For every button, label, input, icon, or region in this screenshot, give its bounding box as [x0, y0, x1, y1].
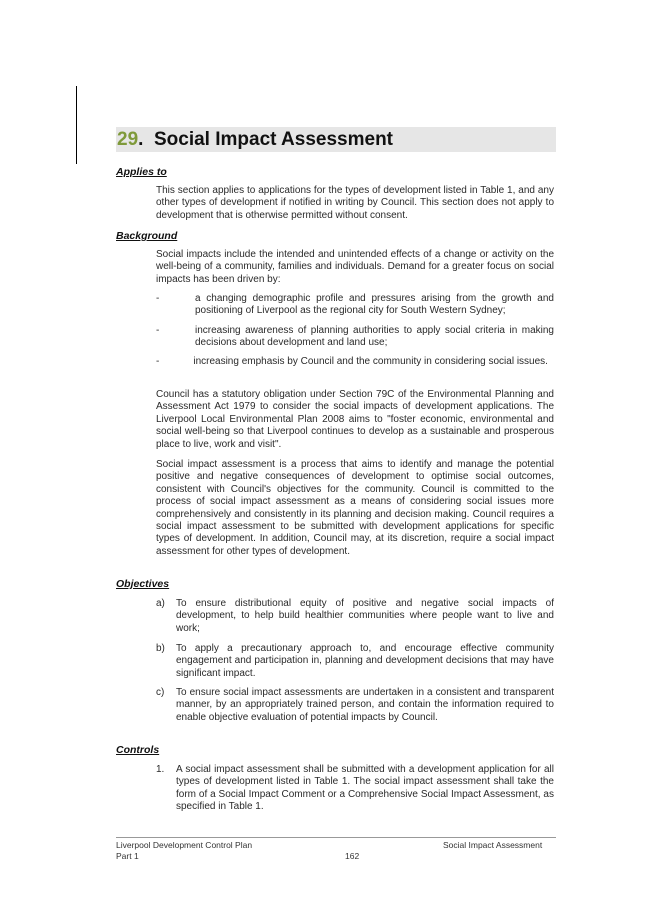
footer-section-name: Social Impact Assessment: [443, 840, 543, 850]
section-number: 29: [117, 129, 139, 150]
footer-part: Part 1: [116, 851, 139, 861]
controls-heading: Controls: [116, 744, 160, 756]
change-bar: [76, 86, 77, 164]
bullet-text-1: a changing demographic profile and pressures arising from the growth and positioning of Liverpool as the regional city for South Western Sydney;: [195, 293, 554, 317]
background-para-3: Social impact assessment is a process that aims to identify and manage the potential positive and negative consequences of development to optimise social outcomes, consistent with Council's objectives for the community. Council is committed to the process of social impact assessment as a means of considering social issues more comprehensively and consistently in its planning and decision making. Council requires a social impact assessment to be submitted with development applications for specific types of development. In addition, Council may, at its discretion, require a social impact assessment for other types of development.: [156, 459, 554, 557]
objective-text-b: To apply a precautionary approach to, and encourage effective community engagement and participation in, planning and development decisions that may have significant impact.: [176, 643, 554, 679]
footer-rule: [116, 837, 556, 838]
applies-to-text: This section applies to applications for the types of development listed in Table 1, and any other types of development if notified in writing by Council. This section does not apply to development that is otherwise permitted without consent.: [156, 185, 554, 221]
applies-to-heading: Applies to: [116, 166, 167, 178]
control-text-1: A social impact assessment shall be submitted with a development application for all types of development listed in Table 1. The social impact assessment shall take the form of a Social Impact Comment or a Comprehensive Social Impact Assessment, as specified in Table 1.: [176, 764, 554, 813]
background-heading: Background: [116, 230, 178, 242]
bullet-item-3: [156, 356, 554, 368]
objectives-heading: Objectives: [116, 578, 170, 590]
section-dot: .: [138, 129, 144, 150]
objective-label-b: b): [156, 643, 165, 654]
footer-page-number: 162: [345, 851, 360, 861]
section-title-text: Social Impact Assessment: [153, 129, 393, 150]
section-title: [117, 129, 393, 151]
bullet-marker-1: -: [156, 293, 160, 304]
footer-document-title: Liverpool Development Control Plan: [116, 840, 253, 850]
objective-label-a: a): [156, 598, 165, 609]
objective-text-a: To ensure distributional equity of positive and negative social impacts of development, to help build healthier communities where people want to live and work;: [176, 598, 554, 634]
objective-text-c: To ensure social impact assessments are undertaken in a consistent and transparent manner, by an appropriately trained person, and contain the information required to enable objective evaluation of potential impacts by Council.: [176, 687, 554, 723]
background-intro: Social impacts include the intended and unintended effects of a change or activity on the well-being of a community, families and individuals. Demand for a greater focus on social impacts has been driven by:: [156, 249, 554, 285]
bullet-text-3: increasing emphasis by Council and the community in considering social issues.: [193, 356, 548, 367]
control-label-1: 1.: [156, 764, 165, 775]
bullet-text-2: increasing awareness of planning authorities to apply social criteria in making decisions about development and land use;: [195, 325, 554, 349]
bullet-marker-3: -: [156, 356, 160, 367]
bullet-marker-2: -: [156, 325, 160, 336]
objective-label-c: c): [156, 687, 165, 698]
background-para-2: Council has a statutory obligation under Section 79C of the Environmental Planning and Assessment Act 1979 to consider the social impacts of development applications. The Liverpool Local Environmental Plan 2008 aims to "foster economic, environmental and social well-being so that Liverpool continues to develop as a sustainable and prosperous place to live, work and visit".: [156, 389, 554, 450]
